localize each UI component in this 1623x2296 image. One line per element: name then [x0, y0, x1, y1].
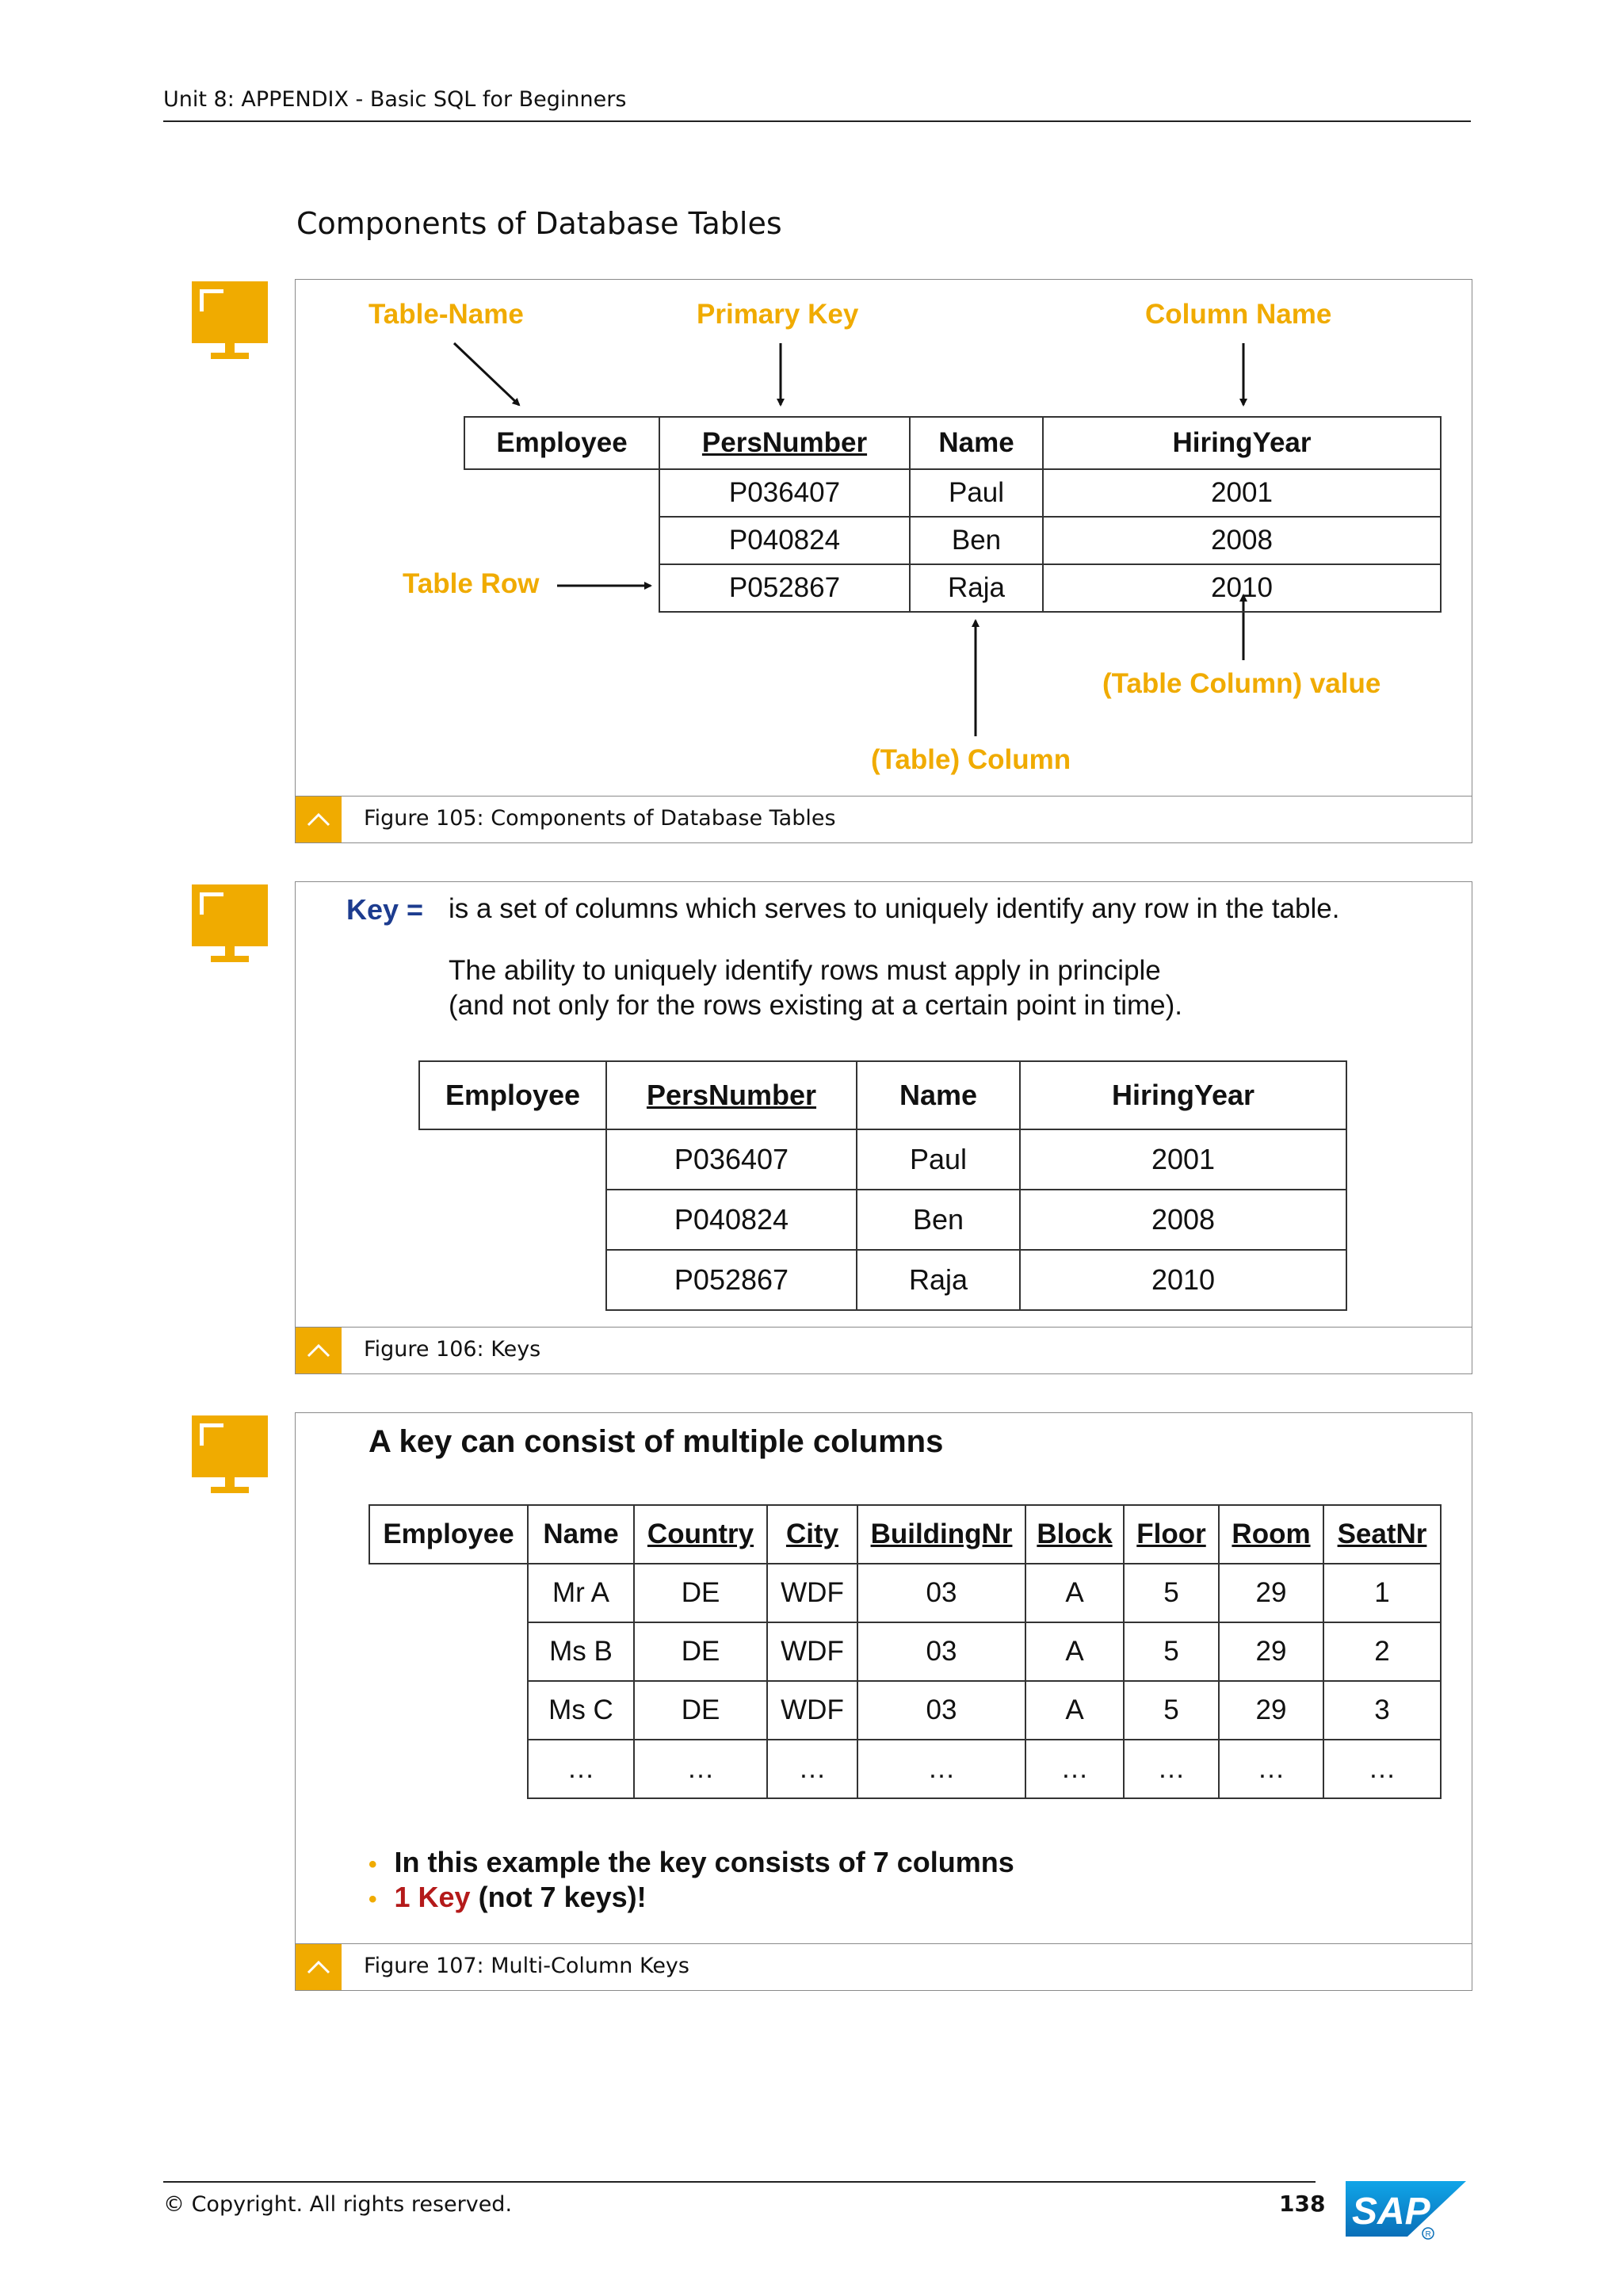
collapse-toggle-button[interactable]	[296, 1944, 342, 1990]
cell: 2010	[1043, 564, 1441, 612]
header-cell: Room	[1219, 1505, 1323, 1564]
header-cell: Name	[857, 1061, 1020, 1129]
cell: 2001	[1020, 1129, 1346, 1190]
cell: DE	[634, 1622, 767, 1681]
cell: …	[1124, 1740, 1219, 1798]
label-column-value: (Table Column) value	[1102, 668, 1381, 699]
cell: …	[1219, 1740, 1323, 1798]
cell: A	[1025, 1564, 1124, 1622]
bullet-highlight: 1 Key	[394, 1881, 471, 1913]
bullet-item	[369, 1846, 1014, 1879]
label-primary-key: Primary Key	[697, 299, 859, 330]
figure-caption: Figure 107: Multi-Column Keys	[364, 1954, 689, 1978]
spacer-cell	[464, 564, 659, 612]
bullet-text: In this example the key consists of 7 columns	[394, 1846, 1014, 1878]
cell: P052867	[606, 1250, 857, 1310]
header-cell: HiringYear	[1020, 1061, 1346, 1129]
table-row	[369, 1681, 1441, 1740]
label-table-name: Table-Name	[369, 299, 524, 330]
cell: WDF	[767, 1564, 857, 1622]
cell: Paul	[910, 469, 1043, 517]
cell: P040824	[659, 517, 910, 564]
figure-caption: Figure 105: Components of Database Tables	[364, 806, 836, 831]
cell: A	[1025, 1622, 1124, 1681]
table-row	[464, 469, 1441, 517]
header-cell: HiringYear	[1043, 417, 1441, 469]
header-cell: BuildingNr	[857, 1505, 1025, 1564]
label-column-name: Column Name	[1145, 299, 1332, 330]
bullet-item	[369, 1881, 647, 1914]
header-cell: Floor	[1124, 1505, 1219, 1564]
cell: …	[528, 1740, 634, 1798]
cell: 29	[1219, 1681, 1323, 1740]
figure-caption: Figure 106: Keys	[364, 1337, 541, 1362]
sap-logo-text: SAP	[1352, 2191, 1430, 2233]
figure-106	[295, 881, 1472, 1374]
collapse-toggle-button[interactable]	[296, 797, 342, 842]
cell: 3	[1323, 1681, 1441, 1740]
cell: 29	[1219, 1564, 1323, 1622]
header-divider	[163, 120, 1471, 122]
employee-table	[464, 416, 1442, 613]
spacer-cell	[369, 1622, 528, 1681]
table-row	[464, 564, 1441, 612]
cell: 5	[1124, 1622, 1219, 1681]
arrow-table-name	[454, 343, 519, 405]
cell: Ben	[857, 1190, 1020, 1250]
cell: A	[1025, 1681, 1124, 1740]
cell: P052867	[659, 564, 910, 612]
cell: 2008	[1020, 1190, 1346, 1250]
employee-table	[418, 1060, 1347, 1311]
sap-logo	[1346, 2181, 1466, 2243]
table-row	[419, 1190, 1346, 1250]
table-name-cell: Employee	[369, 1505, 528, 1564]
cell: …	[1323, 1740, 1441, 1798]
header-cell: PersNumber	[659, 417, 910, 469]
section-title: Components of Database Tables	[296, 206, 782, 241]
chevron-up-icon	[296, 797, 342, 842]
page-number: 138	[1279, 2191, 1326, 2217]
footer-divider	[163, 2181, 1316, 2183]
table-row	[419, 1129, 1346, 1190]
caption-bar	[296, 1327, 1472, 1373]
label-table-row: Table Row	[403, 568, 540, 599]
figure-title: A key can consist of multiple columns	[369, 1424, 944, 1459]
cell: …	[857, 1740, 1025, 1798]
figure-107	[295, 1412, 1472, 1991]
svg-text:R: R	[1425, 2230, 1431, 2239]
spacer-cell	[464, 517, 659, 564]
header-cell: Block	[1025, 1505, 1124, 1564]
monitor-icon	[192, 884, 268, 970]
spacer-cell	[369, 1740, 528, 1798]
copyright-text: © Copyright. All rights reserved.	[163, 2192, 513, 2217]
cell: DE	[634, 1564, 767, 1622]
figure-105	[295, 279, 1472, 843]
collapse-toggle-button[interactable]	[296, 1328, 342, 1373]
table-name-cell: Employee	[419, 1061, 606, 1129]
cell: DE	[634, 1681, 767, 1740]
cell: Paul	[857, 1129, 1020, 1190]
cell: Ms C	[528, 1681, 634, 1740]
cell: 2008	[1043, 517, 1441, 564]
key-note-line-1: The ability to uniquely identify rows must apply in principle	[449, 955, 1161, 986]
unit-title: Unit 8: APPENDIX - Basic SQL for Beginners	[163, 87, 627, 112]
spacer-cell	[464, 469, 659, 517]
cell: …	[767, 1740, 857, 1798]
bullet-icon: •	[369, 1851, 377, 1878]
chevron-up-icon	[296, 1328, 342, 1373]
cell: Ms B	[528, 1622, 634, 1681]
cell: P040824	[606, 1190, 857, 1250]
header-cell: Country	[634, 1505, 767, 1564]
cell: Raja	[910, 564, 1043, 612]
cell: Raja	[857, 1250, 1020, 1310]
chevron-up-icon	[296, 1944, 342, 1990]
cell: …	[1025, 1740, 1124, 1798]
spacer-cell	[419, 1190, 606, 1250]
spacer-cell	[369, 1681, 528, 1740]
cell: 5	[1124, 1564, 1219, 1622]
cell: WDF	[767, 1681, 857, 1740]
cell: WDF	[767, 1622, 857, 1681]
cell: 03	[857, 1622, 1025, 1681]
caption-bar	[296, 1943, 1472, 1990]
cell: P036407	[606, 1129, 857, 1190]
label-table-column: (Table) Column	[871, 744, 1071, 775]
cell: 5	[1124, 1681, 1219, 1740]
cell: Ben	[910, 517, 1043, 564]
header-cell: City	[767, 1505, 857, 1564]
key-note-line-2: (and not only for the rows existing at a certain point in time).	[449, 990, 1183, 1021]
table-row	[369, 1622, 1441, 1681]
monitor-icon	[192, 281, 268, 367]
bullet-text: (not 7 keys)!	[470, 1881, 647, 1913]
cell: 2001	[1043, 469, 1441, 517]
bullet-icon: •	[369, 1886, 377, 1912]
spacer-cell	[369, 1564, 528, 1622]
table-row	[419, 1250, 1346, 1310]
cell: Mr A	[528, 1564, 634, 1622]
table-row	[369, 1564, 1441, 1622]
cell: 2	[1323, 1622, 1441, 1681]
header-cell: Name	[910, 417, 1043, 469]
header-cell: Name	[528, 1505, 634, 1564]
cell: 03	[857, 1564, 1025, 1622]
caption-bar	[296, 796, 1472, 842]
header-cell: PersNumber	[606, 1061, 857, 1129]
cell: 2010	[1020, 1250, 1346, 1310]
key-term: Key =	[346, 893, 424, 926]
spacer-cell	[419, 1250, 606, 1310]
cell: 29	[1219, 1622, 1323, 1681]
key-definition: is a set of columns which serves to uniquely identify any row in the table.	[449, 893, 1340, 924]
header-cell: SeatNr	[1323, 1505, 1441, 1564]
spacer-cell	[419, 1129, 606, 1190]
multi-column-key-table	[369, 1504, 1442, 1799]
cell: 03	[857, 1681, 1025, 1740]
cell: …	[634, 1740, 767, 1798]
table-row	[464, 517, 1441, 564]
table-name-cell: Employee	[464, 417, 659, 469]
cell: 1	[1323, 1564, 1441, 1622]
table-row	[369, 1740, 1441, 1798]
monitor-icon	[192, 1415, 268, 1501]
cell: P036407	[659, 469, 910, 517]
